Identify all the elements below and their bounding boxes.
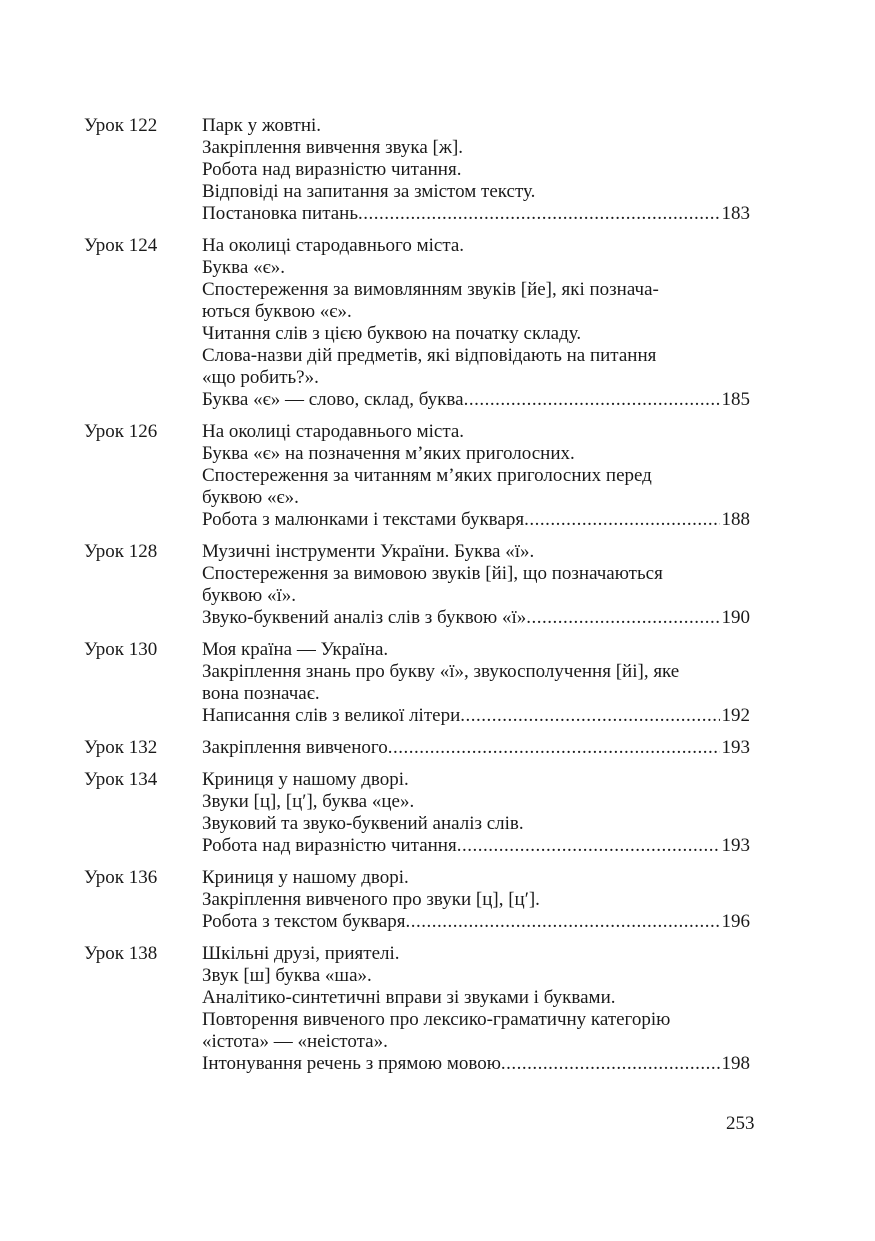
topic-line: Написання слів з великої літери	[202, 705, 461, 726]
topic-line: Моя країна — Україна.	[202, 639, 389, 660]
dot-leader	[405, 911, 719, 933]
topic-line: вона позначає.	[202, 683, 320, 704]
dot-leader	[501, 1053, 720, 1075]
toc-leader-line	[202, 1053, 750, 1075]
page-reference: 193	[721, 835, 750, 856]
topic-line: Звук [ш] буква «ша».	[202, 965, 372, 986]
page-reference: 193	[721, 737, 750, 758]
topic-line: Повторення вивченого про лексико-граматичну категорію	[202, 1009, 671, 1030]
topic-line: Читання слів з цією буквою на початку складу.	[202, 323, 582, 344]
lesson-number: Урок 132	[84, 737, 158, 758]
lesson-number: Урок 126	[84, 421, 158, 442]
topic-line: «істота» — «неістота».	[202, 1031, 388, 1052]
topic-line: Звуко-буквений аналіз слів з буквою «ї»	[202, 607, 527, 628]
dot-leader	[358, 203, 720, 225]
topic-line: Шкільні друзі, приятелі.	[202, 943, 400, 964]
topic-line: На околиці стародавнього міста.	[202, 235, 465, 256]
toc-leader-line	[202, 705, 750, 727]
toc-leader-line	[202, 509, 750, 531]
lesson-topics	[202, 867, 750, 933]
topic-line: Відповіді на запитання за змістом тексту.	[202, 181, 536, 202]
topic-line: На околиці стародавнього міста.	[202, 421, 465, 442]
topic-line: Закріплення знань про букву «ї», звукосполучення [йі], яке	[202, 661, 680, 682]
table-of-contents	[84, 115, 750, 1085]
toc-leader-line	[202, 835, 750, 857]
topic-line: Буква «є».	[202, 257, 285, 278]
toc-entry	[84, 235, 750, 411]
lesson-topics	[202, 235, 750, 411]
topic-line: Спостереження за читанням м’яких приголосних перед	[202, 465, 652, 486]
toc-entry	[84, 943, 750, 1075]
dot-leader	[460, 705, 719, 727]
topic-line: Аналітико-синтетичні вправи зі звуками і буквами.	[202, 987, 616, 1008]
page-number: 253	[726, 1113, 755, 1134]
topic-line: Робота з малюнками і текстами букваря	[202, 509, 525, 530]
lesson-number: Урок 138	[84, 943, 158, 964]
topic-line: буквою «є».	[202, 487, 299, 508]
lesson-number: Урок 122	[84, 115, 158, 136]
lesson-topics	[202, 639, 750, 727]
topic-line: Звуки [ц], [ц′], буква «це».	[202, 791, 415, 812]
toc-leader-line	[202, 607, 750, 629]
dot-leader	[388, 737, 720, 759]
topic-line: Закріплення вивченого про звуки [ц], [ц′].	[202, 889, 540, 910]
lesson-topics	[202, 769, 750, 857]
lesson-topics	[202, 737, 750, 759]
topic-line: Спостереження за вимовлянням звуків [йе], які познача-	[202, 279, 659, 300]
topic-line: Музичні інструменти України. Буква «ї».	[202, 541, 535, 562]
topic-line: Робота над виразністю читання.	[202, 159, 462, 180]
topic-line: Закріплення вивчення звука [ж].	[202, 137, 464, 158]
topic-line: Парк у жовтні.	[202, 115, 322, 136]
page-reference: 185	[721, 389, 750, 410]
lesson-topics	[202, 541, 750, 629]
topic-line: Слова-назви дій предметів, які відповідають на питання	[202, 345, 657, 366]
toc-entry	[84, 867, 750, 933]
toc-entry	[84, 115, 750, 225]
lesson-topics	[202, 943, 750, 1075]
toc-leader-line	[202, 389, 750, 411]
topic-line: буквою «ї».	[202, 585, 296, 606]
lesson-number: Урок 136	[84, 867, 158, 888]
topic-line: ються буквою «є».	[202, 301, 352, 322]
dot-leader	[526, 607, 719, 629]
toc-leader-line	[202, 737, 750, 759]
topic-line: «що робить?».	[202, 367, 319, 388]
page-reference: 188	[721, 509, 750, 530]
topic-line: Звуковий та звуко-буквений аналіз слів.	[202, 813, 524, 834]
dot-leader	[524, 509, 719, 531]
dot-leader	[457, 835, 720, 857]
topic-line: Робота з текстом букваря	[202, 911, 406, 932]
toc-entry	[84, 421, 750, 531]
topic-line: Криниця у нашому дворі.	[202, 769, 409, 790]
toc-leader-line	[202, 203, 750, 225]
lesson-number: Урок 134	[84, 769, 158, 790]
page-reference: 198	[721, 1053, 750, 1074]
page-reference: 183	[721, 203, 750, 224]
page-reference: 190	[721, 607, 750, 628]
topic-line: Робота над виразністю читання	[202, 835, 457, 856]
topic-line: Буква «є» на позначення м’яких приголосних.	[202, 443, 575, 464]
toc-entry	[84, 541, 750, 629]
dot-leader	[464, 389, 720, 411]
page-reference: 192	[721, 705, 750, 726]
lesson-number: Урок 128	[84, 541, 158, 562]
toc-entry	[84, 639, 750, 727]
lesson-topics	[202, 421, 750, 531]
topic-line: Буква «є» — слово, склад, буква	[202, 389, 464, 410]
topic-line: Спостереження за вимовою звуків [йі], що позначаються	[202, 563, 663, 584]
topic-line: Постановка питань	[202, 203, 358, 224]
topic-line: Криниця у нашому дворі.	[202, 867, 409, 888]
lesson-number: Урок 130	[84, 639, 158, 660]
toc-leader-line	[202, 911, 750, 933]
topic-line: Інтонування речень з прямою мовою	[202, 1053, 501, 1074]
lesson-number: Урок 124	[84, 235, 158, 256]
lesson-topics	[202, 115, 750, 225]
toc-entry	[84, 737, 750, 759]
page-reference: 196	[721, 911, 750, 932]
toc-entry	[84, 769, 750, 857]
topic-line: Закріплення вивченого	[202, 737, 388, 758]
